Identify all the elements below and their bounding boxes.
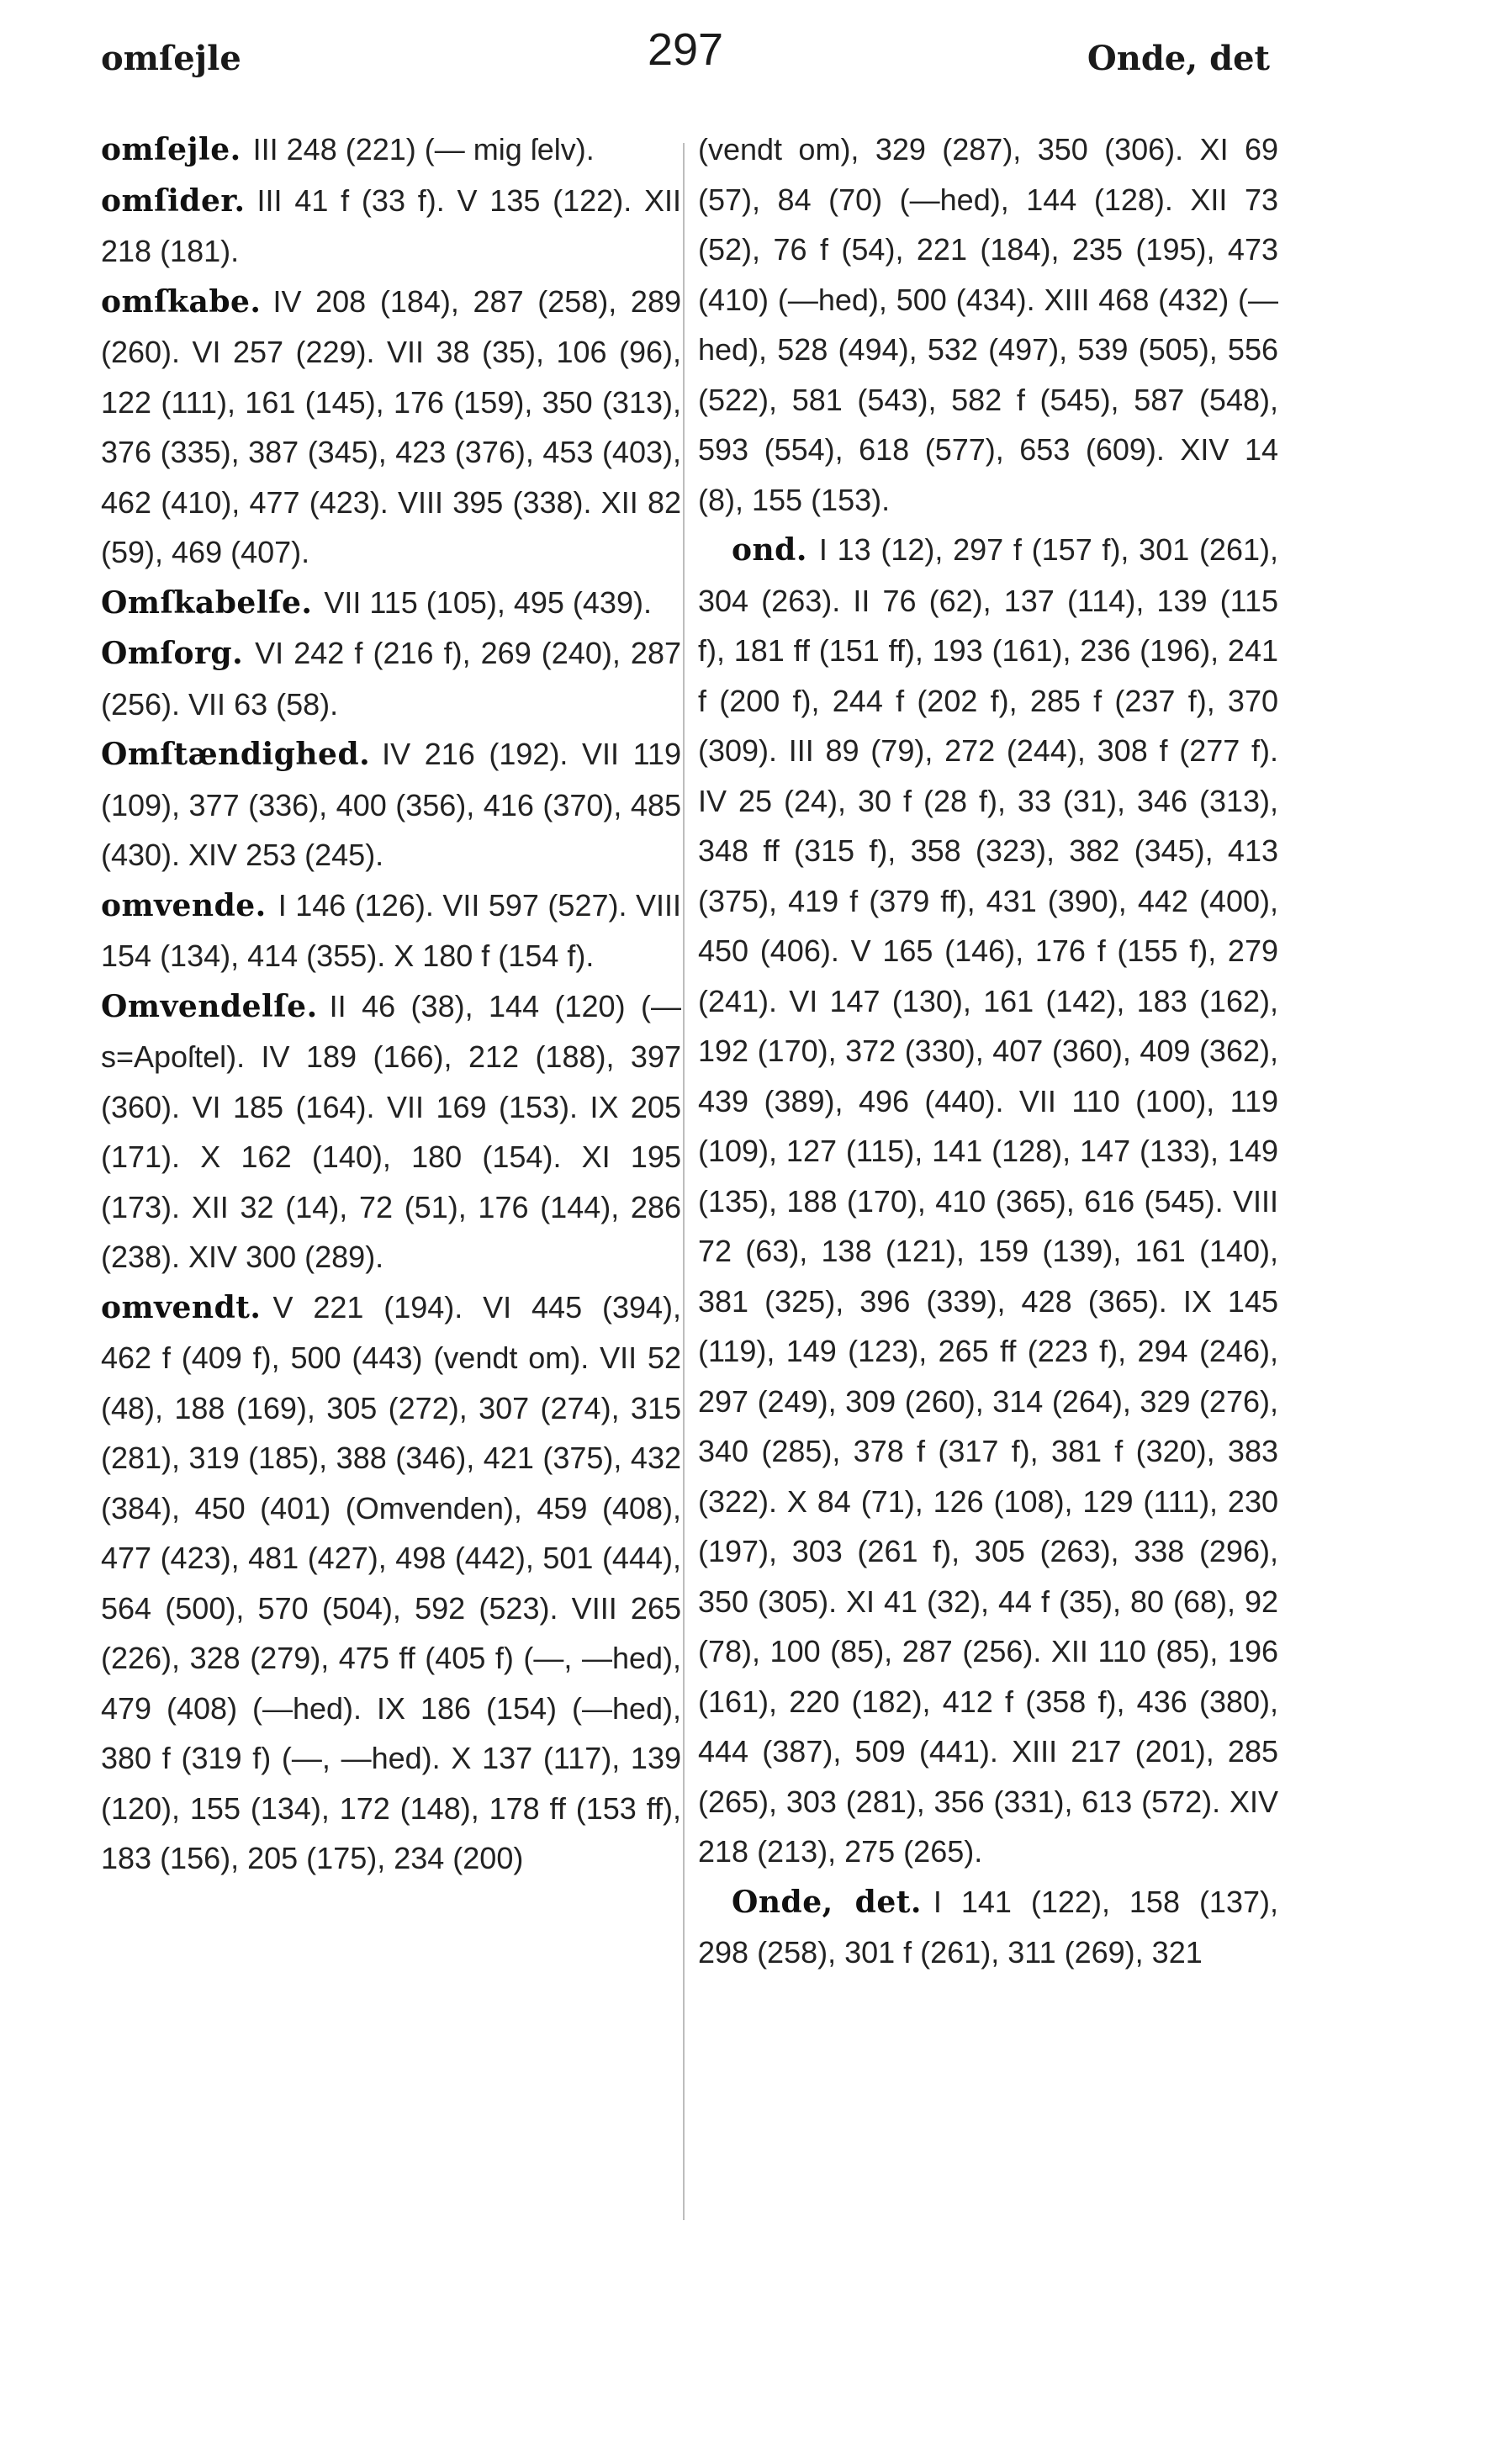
column-divider xyxy=(683,143,685,2220)
index-entry xyxy=(101,729,681,880)
index-entry xyxy=(101,880,681,981)
entry-headword: omvendt. xyxy=(101,1289,262,1325)
entry-headword: omſkabe. xyxy=(101,283,262,320)
index-entry xyxy=(101,176,681,277)
index-entry xyxy=(698,525,1278,1877)
entry-headword: omſejle. xyxy=(101,132,241,167)
left-column xyxy=(101,124,681,1884)
entry-refs: I 13 (12), 297 f (157 f), 301 (261), 304 (263). II 76 (62), 137 (114), 139 (115 f), 181 ff (151 ff), 193 (161), 236 (196), 241 f (200 f), 244 f (202 f), 285 f (237 f), 370 (309). III 89 (79), 272 (244), 308 f (277 f). IV 25 (24), 30 f (28 f), 33 (31), 346 (313), 348 ff (315 f), 358 (323), 382 (345), 413 (375), 419 f (379 ff), 431 (390), 442 (400), 450 (406). V 165 (146), 176 f (155 f), 279 (241). VI 147 (130), 161 (142), 183 (162), 192 (170), 372 (330), 407 (360), 409 (362), 439 (389), 496 (440). VII 110 (100), 119 (109), 127 (115), 141 (128), 147 (133), 149 (135), 188 (170), 410 (365), 616 (545). VIII 72 (63), 138 (121), 159 (139), 161 (140), 381 (325), 396 (339), 428 (365). IX 145 (119), 149 (123), 265 ff (223 f), 294 (246), 297 (249), 309 (260), 314 (264), 329 (276), 340 (285), 378 f (317 f), 381 f (320), 383 (322). X 84 (71), 126 (108), 129 (111), 230 (197), 303 (261 f), 305 (263), 338 (296), 350 (305). XI 41 (32), 44 f (35), 80 (68), 92 (78), 100 (85), 287 (256). XII 110 (85), 196 (161), 220 (182), 412 f (358 f), 436 (380), 444 (387), 509 (441). XIII 217 (201), 285 (265), 303 (281), 356 (331), 613 (572). XIV 218 (213), 275 (265). xyxy=(698,532,1278,1869)
page-number: 297 xyxy=(647,24,724,75)
entry-headword: Omſorg. xyxy=(101,636,244,671)
entry-refs: VII 115 (105), 495 (439). xyxy=(324,584,652,620)
entry-refs: IV 208 (184), 287 (258), 289 (260). VI 257 (229). VII 38 (35), 106 (96), 122 (111), 161 (145), 176 (159), 350 (313), 376 (335), 387 (345), 423 (376), 453 (403), 462 (410), 477 (423). VIII 395 (338). XII 82 (59), 469 (407). xyxy=(101,283,681,569)
entry-refs: (vendt om), 329 (287), 350 (306). XI 69 (57), 84 (70) (—hed), 144 (128). XII 73 (52), 76 f (54), 221 (184), 235 (195), 473 (410) (—hed), 500 (434). XIII 468 (432) (—hed), 528 (494), 532 (497), 539 (505), 556 (522), 581 (543), 582 f (545), 587 (548), 593 (554), 618 (577), 653 (609). XIV 14 (8), 155 (153). xyxy=(698,132,1278,517)
index-entry xyxy=(698,1877,1278,1978)
index-entry-continued xyxy=(698,124,1278,525)
index-entry xyxy=(101,628,681,729)
right-column xyxy=(698,124,1278,1978)
index-entry xyxy=(101,578,681,629)
entry-headword: omvende. xyxy=(101,887,267,923)
entry-headword: omſider. xyxy=(101,182,246,219)
entry-headword: ond. xyxy=(732,532,807,568)
index-entry xyxy=(101,981,681,1282)
entry-headword: Omſtændighed. xyxy=(101,737,371,772)
entry-headword: Omvendelſe. xyxy=(101,988,318,1024)
index-entry xyxy=(101,277,681,578)
index-entry xyxy=(101,1282,681,1884)
entry-refs: II 46 (38), 144 (120) (—s=Apoſtel). IV 189 (166), 212 (188), 397 (360). VI 185 (164). VII 169 (153). IX 205 (171). X 162 (140), 180 (154). XI 195 (173). XII 32 (14), 72 (51), 176 (144), 286 (238). XIV 300 (289). xyxy=(101,988,681,1274)
running-head xyxy=(101,24,1270,82)
entry-refs: VI 242 f (216 f), 269 (240), 287 (256). VII 63 (58). xyxy=(101,636,681,722)
entry-refs: V 221 (194). VI 445 (394), 462 f (409 f), 500 (443) (vendt om). VII 52 (48), 188 (169), 305 (272), 307 (274), 315 (281), 319 (185), 388 (346), 421 (375), 432 (384), 450 (401) (Omvenden), 459 (408), 477 (423), 481 (427), 498 (442), 501 (444), 564 (500), 570 (504), 592 (523). VIII 265 (226), 328 (279), 475 ff (405 f) (—, —hed), 479 (408) (—hed). IX 186 (154) (—hed), 380 f (319 f) (—, —hed). X 137 (117), 139 (120), 155 (134), 172 (148), 178 ff (153 ff), 183 (156), 205 (175), 234 (200) xyxy=(101,1289,681,1875)
entry-refs: III 248 (221) (— mig ſelv). xyxy=(252,132,595,167)
entry-refs: I 141 (122), 158 (137), 298 (258), 301 f (261), 311 (269), 321 xyxy=(698,1884,1278,1970)
running-head-left: omſejle xyxy=(101,39,241,78)
entry-refs: III 41 f (33 f). V 135 (122). XII 218 (181). xyxy=(101,182,681,268)
running-head-right: Onde, det xyxy=(1087,39,1270,78)
entry-refs: IV 216 (192). VII 119 (109), 377 (336), 400 (356), 416 (370), 485 (430). XIV 253 (245). xyxy=(101,737,681,872)
entry-headword: Omſkabelſe. xyxy=(101,584,313,621)
entry-refs: I 146 (126). VII 597 (527). VIII 154 (134), 414 (355). X 180 f (154 f). xyxy=(101,887,681,973)
index-entry xyxy=(101,124,681,176)
entry-headword: Onde, det. xyxy=(732,1884,922,1920)
